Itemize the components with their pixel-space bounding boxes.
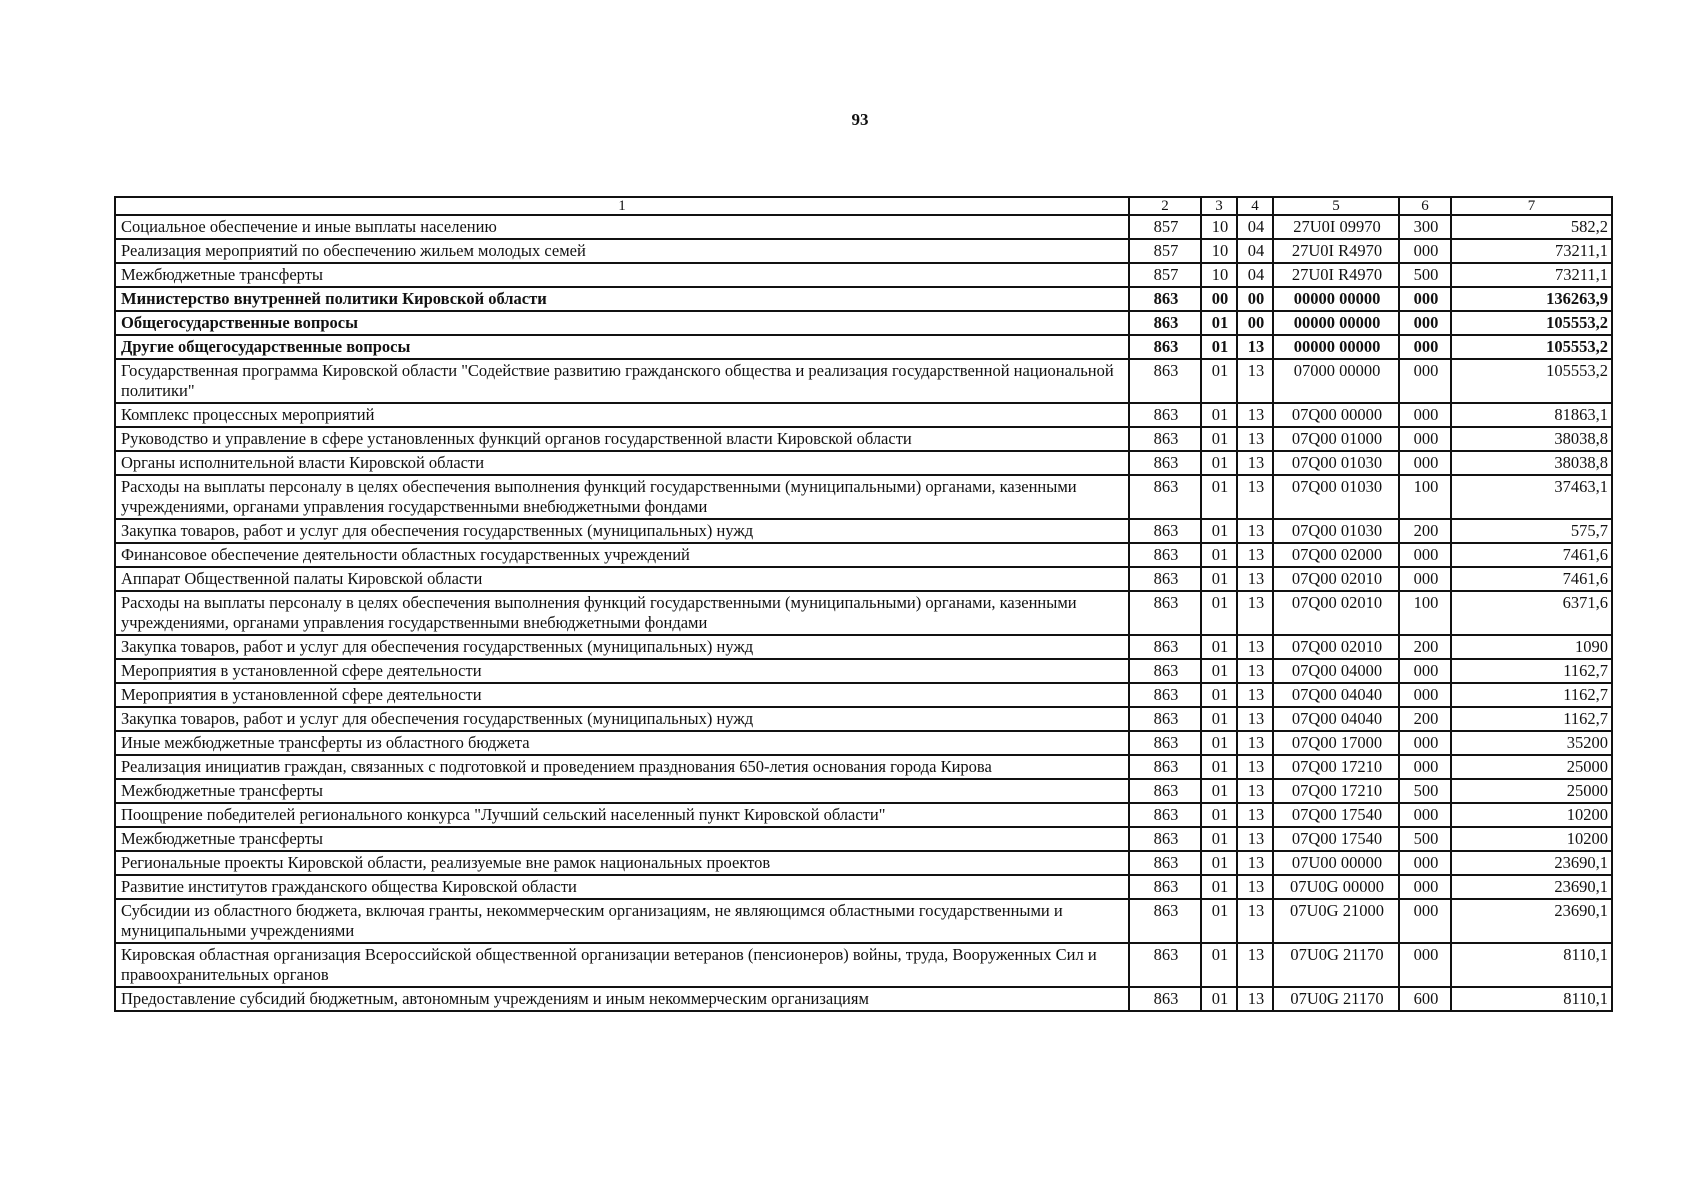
row-value-cell: 01 — [1201, 683, 1237, 707]
row-value-cell: 863 — [1129, 311, 1201, 335]
row-name-cell: Кировская областная организация Всероссийской общественной организации ветеранов (пенсионеров) войны, труда, Вооруженных Сил и правоохранительных органов — [115, 943, 1129, 987]
row-value-cell: 27U0I R4970 — [1273, 263, 1399, 287]
row-value-cell: 01 — [1201, 427, 1237, 451]
row-value-cell: 863 — [1129, 987, 1201, 1011]
table-row — [115, 851, 1612, 875]
row-value-cell: 07Q00 01000 — [1273, 427, 1399, 451]
row-value-cell: 07Q00 04000 — [1273, 659, 1399, 683]
row-value-cell: 10 — [1201, 263, 1237, 287]
row-value-cell: 1162,7 — [1451, 659, 1612, 683]
row-value-cell: 000 — [1399, 803, 1451, 827]
row-value-cell: 25000 — [1451, 755, 1612, 779]
row-value-cell: 04 — [1237, 239, 1273, 263]
row-value-cell: 1090 — [1451, 635, 1612, 659]
table-body — [115, 215, 1612, 1011]
row-value-cell: 600 — [1399, 987, 1451, 1011]
row-value-cell: 07Q00 02010 — [1273, 567, 1399, 591]
row-value-cell: 01 — [1201, 899, 1237, 943]
table-row — [115, 875, 1612, 899]
row-value-cell: 01 — [1201, 543, 1237, 567]
row-name-cell: Органы исполнительной власти Кировской области — [115, 451, 1129, 475]
row-value-cell: 863 — [1129, 335, 1201, 359]
row-value-cell: 13 — [1237, 335, 1273, 359]
row-value-cell: 105553,2 — [1451, 335, 1612, 359]
row-value-cell: 500 — [1399, 263, 1451, 287]
table-row — [115, 779, 1612, 803]
row-value-cell: 863 — [1129, 943, 1201, 987]
table-row — [115, 731, 1612, 755]
table-row — [115, 755, 1612, 779]
row-value-cell: 07Q00 01030 — [1273, 519, 1399, 543]
row-value-cell: 7461,6 — [1451, 567, 1612, 591]
row-value-cell: 38038,8 — [1451, 427, 1612, 451]
row-value-cell: 01 — [1201, 659, 1237, 683]
row-value-cell: 575,7 — [1451, 519, 1612, 543]
row-name-cell: Мероприятия в установленной сфере деятельности — [115, 659, 1129, 683]
row-value-cell: 863 — [1129, 827, 1201, 851]
row-value-cell: 863 — [1129, 403, 1201, 427]
row-value-cell: 863 — [1129, 591, 1201, 635]
row-value-cell: 01 — [1201, 943, 1237, 987]
row-name-cell: Финансовое обеспечение деятельности областных государственных учреждений — [115, 543, 1129, 567]
row-value-cell: 81863,1 — [1451, 403, 1612, 427]
row-value-cell: 000 — [1399, 335, 1451, 359]
row-value-cell: 000 — [1399, 851, 1451, 875]
row-value-cell: 37463,1 — [1451, 475, 1612, 519]
row-value-cell: 10200 — [1451, 803, 1612, 827]
table-row — [115, 403, 1612, 427]
row-value-cell: 27U0I 09970 — [1273, 215, 1399, 239]
row-value-cell: 01 — [1201, 335, 1237, 359]
table-row — [115, 311, 1612, 335]
row-value-cell: 1162,7 — [1451, 683, 1612, 707]
row-name-cell: Поощрение победителей регионального конкурса "Лучший сельский населенный пункт Кировской области" — [115, 803, 1129, 827]
row-value-cell: 00000 00000 — [1273, 311, 1399, 335]
row-name-cell: Иные межбюджетные трансферты из областного бюджета — [115, 731, 1129, 755]
row-value-cell: 863 — [1129, 707, 1201, 731]
row-value-cell: 04 — [1237, 263, 1273, 287]
table-row — [115, 287, 1612, 311]
row-name-cell: Региональные проекты Кировской области, реализуемые вне рамок национальных проектов — [115, 851, 1129, 875]
row-value-cell: 000 — [1399, 239, 1451, 263]
row-name-cell: Другие общегосударственные вопросы — [115, 335, 1129, 359]
table-row — [115, 943, 1612, 987]
table-row — [115, 239, 1612, 263]
table-row — [115, 803, 1612, 827]
row-value-cell: 13 — [1237, 635, 1273, 659]
row-value-cell: 200 — [1399, 707, 1451, 731]
row-value-cell: 13 — [1237, 987, 1273, 1011]
row-value-cell: 000 — [1399, 359, 1451, 403]
row-value-cell: 07U0G 00000 — [1273, 875, 1399, 899]
row-value-cell: 07Q00 01030 — [1273, 451, 1399, 475]
row-value-cell: 857 — [1129, 215, 1201, 239]
header-cell: 4 — [1237, 197, 1273, 215]
row-value-cell: 01 — [1201, 519, 1237, 543]
row-value-cell: 01 — [1201, 875, 1237, 899]
row-value-cell: 00 — [1201, 287, 1237, 311]
row-value-cell: 10 — [1201, 239, 1237, 263]
table-row — [115, 519, 1612, 543]
row-value-cell: 13 — [1237, 779, 1273, 803]
row-value-cell: 863 — [1129, 635, 1201, 659]
row-value-cell: 01 — [1201, 707, 1237, 731]
row-name-cell: Руководство и управление в сфере установленных функций органов государственной власти Кировской области — [115, 427, 1129, 451]
row-value-cell: 01 — [1201, 803, 1237, 827]
row-value-cell: 863 — [1129, 899, 1201, 943]
row-value-cell: 1162,7 — [1451, 707, 1612, 731]
row-value-cell: 8110,1 — [1451, 943, 1612, 987]
row-name-cell: Межбюджетные трансферты — [115, 827, 1129, 851]
table-row — [115, 659, 1612, 683]
header-cell: 5 — [1273, 197, 1399, 215]
row-name-cell: Мероприятия в установленной сфере деятельности — [115, 683, 1129, 707]
row-value-cell: 13 — [1237, 543, 1273, 567]
row-value-cell: 13 — [1237, 943, 1273, 987]
row-value-cell: 000 — [1399, 451, 1451, 475]
row-value-cell: 300 — [1399, 215, 1451, 239]
row-value-cell: 07Q00 17000 — [1273, 731, 1399, 755]
row-value-cell: 200 — [1399, 635, 1451, 659]
row-value-cell: 01 — [1201, 851, 1237, 875]
table-row — [115, 591, 1612, 635]
row-value-cell: 863 — [1129, 851, 1201, 875]
row-value-cell: 7461,6 — [1451, 543, 1612, 567]
row-value-cell: 863 — [1129, 779, 1201, 803]
row-value-cell: 07Q00 17540 — [1273, 803, 1399, 827]
row-value-cell: 13 — [1237, 875, 1273, 899]
header-cell: 2 — [1129, 197, 1201, 215]
row-value-cell: 07U0G 21170 — [1273, 987, 1399, 1011]
row-value-cell: 000 — [1399, 899, 1451, 943]
table-row — [115, 263, 1612, 287]
row-value-cell: 07Q00 01030 — [1273, 475, 1399, 519]
row-value-cell: 13 — [1237, 519, 1273, 543]
row-value-cell: 07Q00 02010 — [1273, 591, 1399, 635]
header-row — [115, 197, 1612, 215]
table-row — [115, 707, 1612, 731]
row-name-cell: Общегосударственные вопросы — [115, 311, 1129, 335]
row-name-cell: Социальное обеспечение и иные выплаты населению — [115, 215, 1129, 239]
row-value-cell: 863 — [1129, 359, 1201, 403]
row-value-cell: 01 — [1201, 731, 1237, 755]
table-row — [115, 451, 1612, 475]
row-value-cell: 13 — [1237, 683, 1273, 707]
row-name-cell: Закупка товаров, работ и услуг для обеспечения государственных (муниципальных) нужд — [115, 635, 1129, 659]
row-value-cell: 500 — [1399, 779, 1451, 803]
row-value-cell: 863 — [1129, 567, 1201, 591]
row-value-cell: 000 — [1399, 403, 1451, 427]
row-name-cell: Комплекс процессных мероприятий — [115, 403, 1129, 427]
row-name-cell: Министерство внутренней политики Кировской области — [115, 287, 1129, 311]
row-value-cell: 01 — [1201, 475, 1237, 519]
row-name-cell: Аппарат Общественной палаты Кировской области — [115, 567, 1129, 591]
row-value-cell: 13 — [1237, 731, 1273, 755]
row-value-cell: 01 — [1201, 311, 1237, 335]
row-value-cell: 00 — [1237, 311, 1273, 335]
row-value-cell: 13 — [1237, 707, 1273, 731]
row-value-cell: 13 — [1237, 475, 1273, 519]
table-row — [115, 427, 1612, 451]
row-value-cell: 07000 00000 — [1273, 359, 1399, 403]
table-row — [115, 475, 1612, 519]
row-value-cell: 07U0G 21000 — [1273, 899, 1399, 943]
row-value-cell: 000 — [1399, 567, 1451, 591]
row-value-cell: 863 — [1129, 755, 1201, 779]
row-value-cell: 25000 — [1451, 779, 1612, 803]
row-value-cell: 105553,2 — [1451, 311, 1612, 335]
row-value-cell: 01 — [1201, 567, 1237, 591]
row-name-cell: Субсидии из областного бюджета, включая гранты, некоммерческим организациям, не являющимся областными государственными и муниципальными учреждениями — [115, 899, 1129, 943]
row-name-cell: Реализация инициатив граждан, связанных с подготовкой и проведением празднования 650-летия основания города Кирова — [115, 755, 1129, 779]
row-value-cell: 863 — [1129, 683, 1201, 707]
row-value-cell: 73211,1 — [1451, 239, 1612, 263]
row-value-cell: 863 — [1129, 875, 1201, 899]
row-value-cell: 38038,8 — [1451, 451, 1612, 475]
row-name-cell: Государственная программа Кировской области "Содействие развитию гражданского общества и реализация государственной национальной политики" — [115, 359, 1129, 403]
row-value-cell: 000 — [1399, 875, 1451, 899]
row-value-cell: 500 — [1399, 827, 1451, 851]
row-value-cell: 857 — [1129, 239, 1201, 263]
row-value-cell: 13 — [1237, 899, 1273, 943]
page-number: 93 — [851, 110, 869, 129]
row-value-cell: 100 — [1399, 591, 1451, 635]
row-value-cell: 07Q00 17210 — [1273, 755, 1399, 779]
row-value-cell: 000 — [1399, 683, 1451, 707]
row-name-cell: Реализация мероприятий по обеспечению жильем молодых семей — [115, 239, 1129, 263]
row-value-cell: 13 — [1237, 567, 1273, 591]
row-value-cell: 01 — [1201, 591, 1237, 635]
row-value-cell: 13 — [1237, 851, 1273, 875]
row-value-cell: 6371,6 — [1451, 591, 1612, 635]
row-value-cell: 100 — [1399, 475, 1451, 519]
row-value-cell: 73211,1 — [1451, 263, 1612, 287]
header-cell: 3 — [1201, 197, 1237, 215]
row-value-cell: 863 — [1129, 451, 1201, 475]
row-name-cell: Развитие институтов гражданского общества Кировской области — [115, 875, 1129, 899]
header-cell: 7 — [1451, 197, 1612, 215]
row-value-cell: 04 — [1237, 215, 1273, 239]
row-value-cell: 00 — [1237, 287, 1273, 311]
row-value-cell: 13 — [1237, 451, 1273, 475]
row-name-cell: Закупка товаров, работ и услуг для обеспечения государственных (муниципальных) нужд — [115, 519, 1129, 543]
table-row — [115, 827, 1612, 851]
row-value-cell: 000 — [1399, 659, 1451, 683]
row-name-cell: Расходы на выплаты персоналу в целях обеспечения выполнения функций государственными (муниципальными) органами, казенными учреждениями, органами управления государственными внебюджетными фондами — [115, 475, 1129, 519]
row-value-cell: 582,2 — [1451, 215, 1612, 239]
row-value-cell: 13 — [1237, 427, 1273, 451]
table-row — [115, 359, 1612, 403]
row-value-cell: 10 — [1201, 215, 1237, 239]
row-value-cell: 863 — [1129, 659, 1201, 683]
row-value-cell: 07Q00 02000 — [1273, 543, 1399, 567]
row-value-cell: 13 — [1237, 403, 1273, 427]
row-value-cell: 07U00 00000 — [1273, 851, 1399, 875]
table-row — [115, 543, 1612, 567]
table-row — [115, 635, 1612, 659]
header-cell: 1 — [115, 197, 1129, 215]
row-value-cell: 863 — [1129, 543, 1201, 567]
row-value-cell: 13 — [1237, 755, 1273, 779]
row-value-cell: 00000 00000 — [1273, 335, 1399, 359]
row-value-cell: 105553,2 — [1451, 359, 1612, 403]
row-value-cell: 23690,1 — [1451, 899, 1612, 943]
row-value-cell: 13 — [1237, 803, 1273, 827]
row-value-cell: 10200 — [1451, 827, 1612, 851]
row-value-cell: 01 — [1201, 359, 1237, 403]
row-value-cell: 07Q00 00000 — [1273, 403, 1399, 427]
table-row — [115, 335, 1612, 359]
row-name-cell: Межбюджетные трансферты — [115, 779, 1129, 803]
row-value-cell: 01 — [1201, 779, 1237, 803]
row-value-cell: 000 — [1399, 287, 1451, 311]
row-value-cell: 27U0I R4970 — [1273, 239, 1399, 263]
row-value-cell: 01 — [1201, 403, 1237, 427]
budget-table — [114, 196, 1613, 1012]
row-value-cell: 000 — [1399, 731, 1451, 755]
row-value-cell: 863 — [1129, 731, 1201, 755]
row-value-cell: 200 — [1399, 519, 1451, 543]
row-value-cell: 01 — [1201, 635, 1237, 659]
row-value-cell: 000 — [1399, 427, 1451, 451]
row-name-cell: Межбюджетные трансферты — [115, 263, 1129, 287]
table-row — [115, 567, 1612, 591]
row-value-cell: 136263,9 — [1451, 287, 1612, 311]
row-value-cell: 07Q00 04040 — [1273, 683, 1399, 707]
row-value-cell: 863 — [1129, 287, 1201, 311]
row-value-cell: 13 — [1237, 359, 1273, 403]
row-value-cell: 23690,1 — [1451, 851, 1612, 875]
row-name-cell: Закупка товаров, работ и услуг для обеспечения государственных (муниципальных) нужд — [115, 707, 1129, 731]
row-value-cell: 23690,1 — [1451, 875, 1612, 899]
row-value-cell: 863 — [1129, 519, 1201, 543]
row-value-cell: 01 — [1201, 755, 1237, 779]
row-value-cell: 01 — [1201, 827, 1237, 851]
row-value-cell: 13 — [1237, 827, 1273, 851]
row-value-cell: 07U0G 21170 — [1273, 943, 1399, 987]
row-name-cell: Предоставление субсидий бюджетным, автономным учреждениям и иным некоммерческим организациям — [115, 987, 1129, 1011]
row-name-cell: Расходы на выплаты персоналу в целях обеспечения выполнения функций государственными (муниципальными) органами, казенными учреждениями, органами управления государственными внебюджетными фондами — [115, 591, 1129, 635]
row-value-cell: 07Q00 17210 — [1273, 779, 1399, 803]
row-value-cell: 07Q00 02010 — [1273, 635, 1399, 659]
row-value-cell: 000 — [1399, 755, 1451, 779]
table-row — [115, 683, 1612, 707]
row-value-cell: 857 — [1129, 263, 1201, 287]
row-value-cell: 000 — [1399, 311, 1451, 335]
row-value-cell: 000 — [1399, 943, 1451, 987]
row-value-cell: 863 — [1129, 427, 1201, 451]
row-value-cell: 01 — [1201, 451, 1237, 475]
table-row — [115, 899, 1612, 943]
row-value-cell: 8110,1 — [1451, 987, 1612, 1011]
row-value-cell: 000 — [1399, 543, 1451, 567]
row-value-cell: 863 — [1129, 475, 1201, 519]
row-value-cell: 07Q00 04040 — [1273, 707, 1399, 731]
row-value-cell: 863 — [1129, 803, 1201, 827]
table-row — [115, 215, 1612, 239]
row-value-cell: 00000 00000 — [1273, 287, 1399, 311]
row-value-cell: 07Q00 17540 — [1273, 827, 1399, 851]
row-value-cell: 35200 — [1451, 731, 1612, 755]
table-row — [115, 987, 1612, 1011]
header-cell: 6 — [1399, 197, 1451, 215]
row-value-cell: 13 — [1237, 591, 1273, 635]
row-value-cell: 13 — [1237, 659, 1273, 683]
row-value-cell: 01 — [1201, 987, 1237, 1011]
